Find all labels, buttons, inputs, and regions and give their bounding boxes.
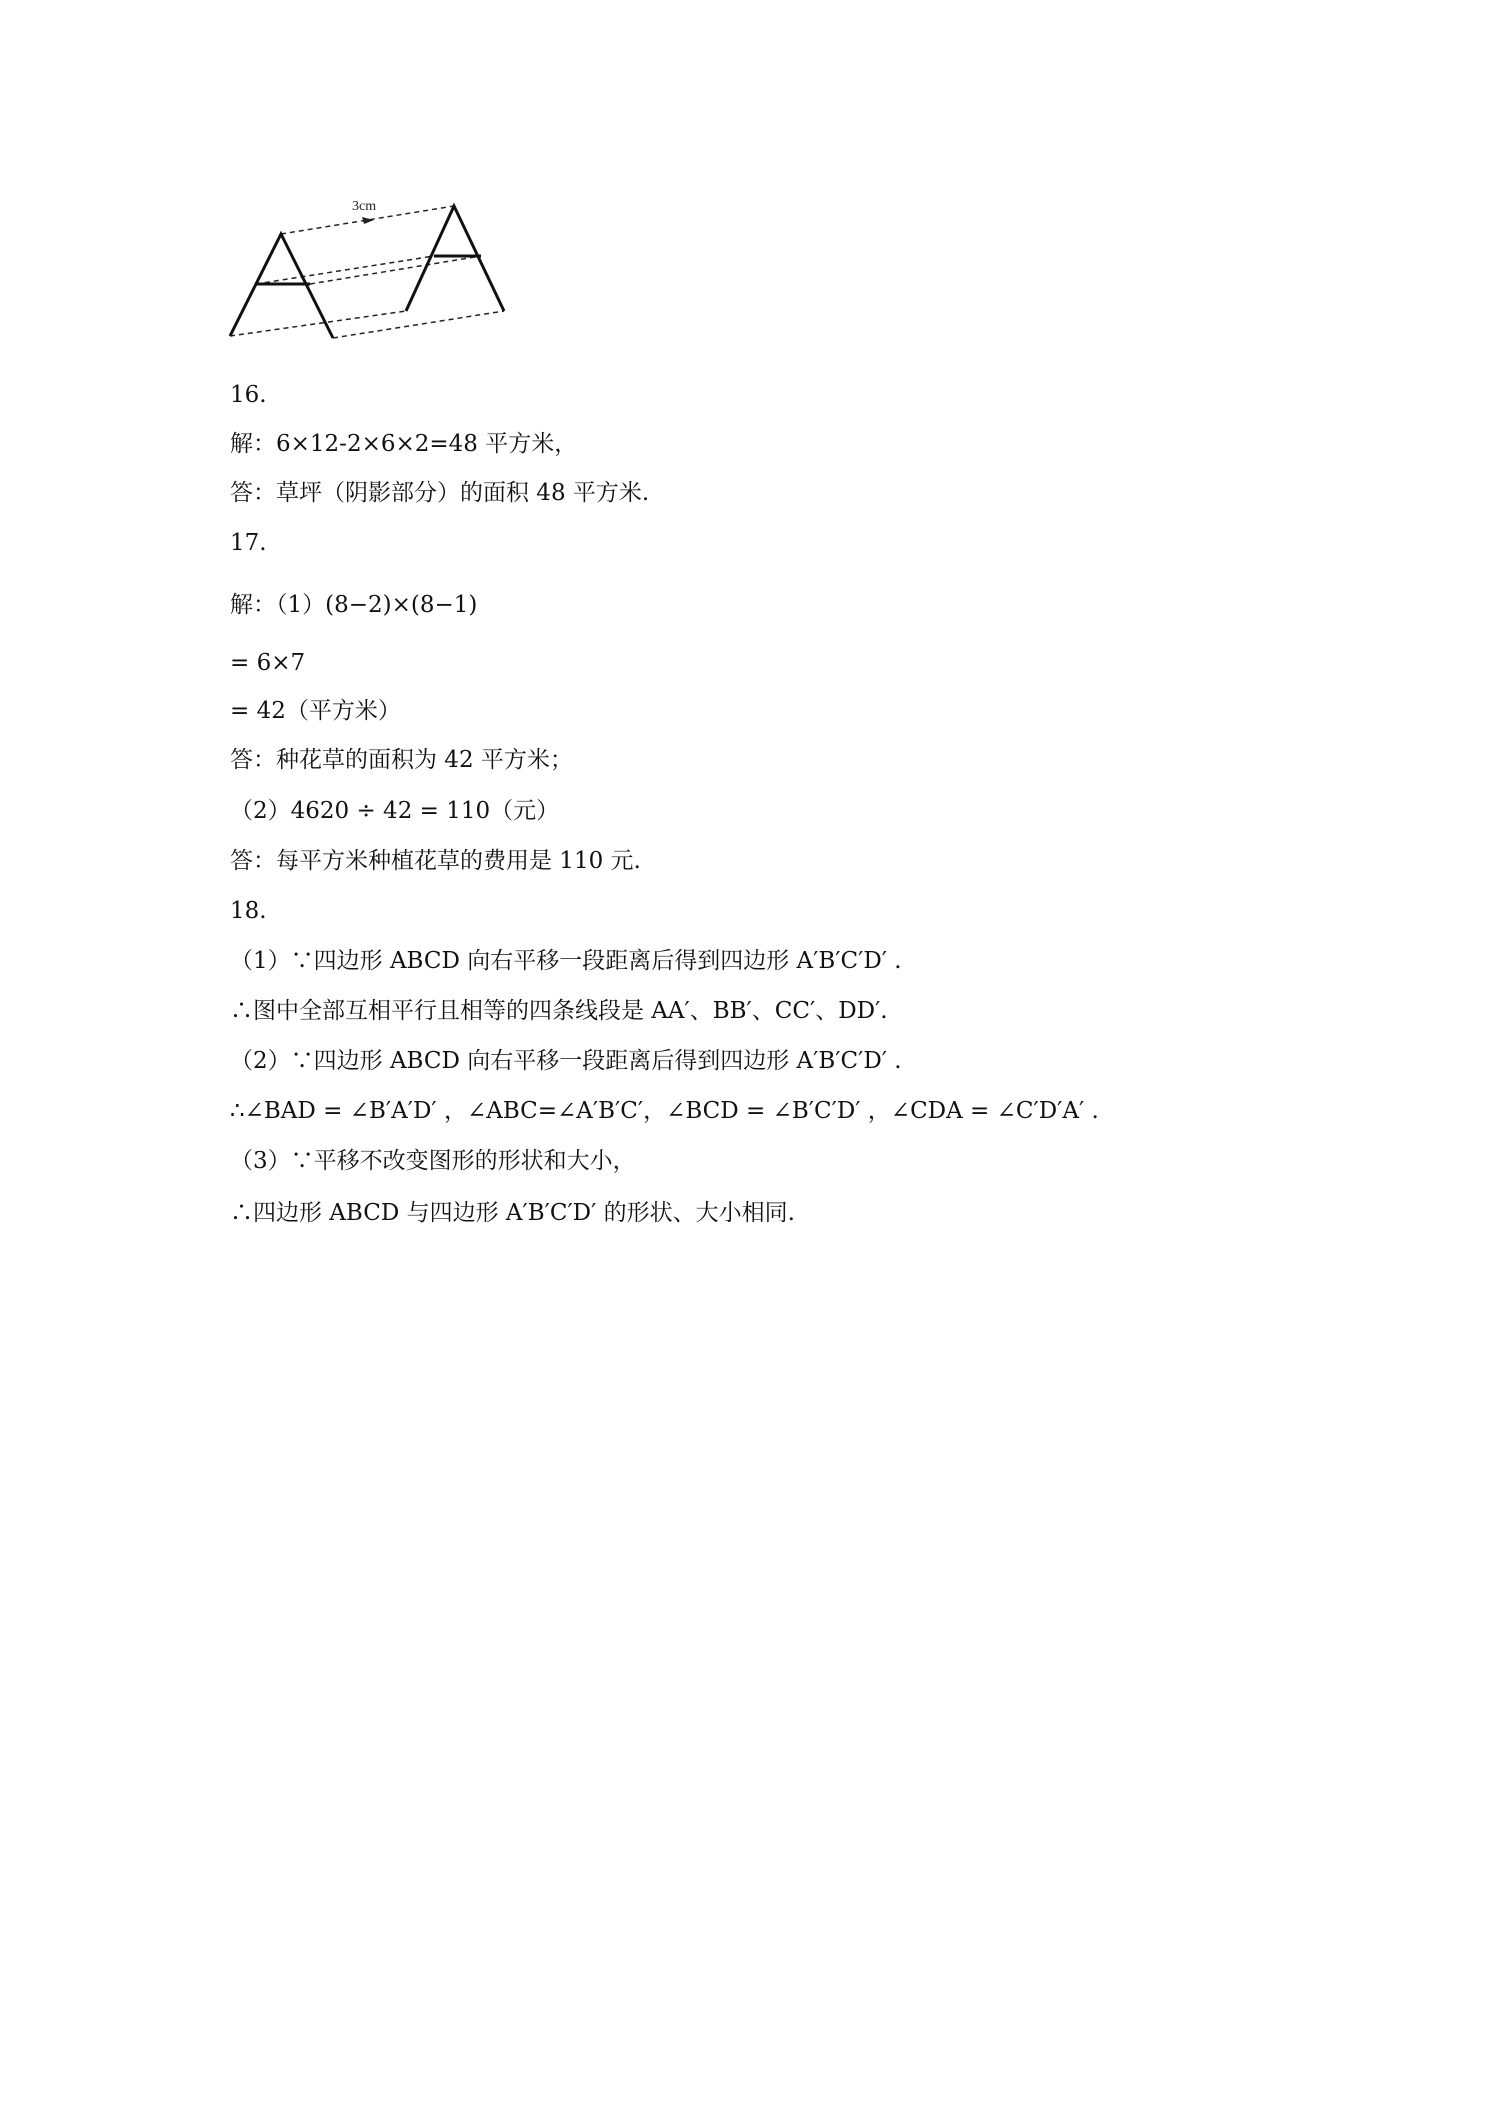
q18-part3-conclusion: ∴四边形 ABCD 与四边形 A′B′C′D′ 的形状、大小相同.	[230, 1200, 795, 1226]
q17-answer1: 答：种花草的面积为 42 平方米；	[230, 747, 573, 773]
distance-label: 3cm	[352, 199, 377, 214]
q17-step1: 解：（1）(8−2)×(8−1)	[230, 592, 478, 618]
q17-step3: = 42（平方米）	[230, 698, 401, 724]
q18-number: 18.	[230, 898, 267, 924]
q17-number: 17.	[230, 530, 267, 556]
q17-answer2: 答：每平方米种植花草的费用是 110 元.	[230, 848, 641, 874]
q16-answer: 答：草坪（阴影部分）的面积 48 平方米.	[230, 480, 650, 506]
q18-part2-conclusion: ∴∠BAD = ∠B′A′D′ ，∠ABC=∠A′B′C′，∠BCD = ∠B′C′D′ ，∠CDA = ∠C′D′A′ .	[230, 1098, 1099, 1124]
q16-solution: 解：6×12-2×6×2=48 平方米，	[230, 431, 578, 457]
q17-part2: （2）4620 ÷ 42 = 110（元）	[230, 798, 560, 824]
translation-figure	[226, 186, 526, 346]
q18-part2: （2）∵四边形 ABCD 向右平移一段距离后得到四边形 A′B′C′D′ .	[230, 1048, 902, 1074]
q18-part1-conclusion: ∴图中全部互相平行且相等的四条线段是 AA′、BB′、CC′、DD′.	[230, 998, 888, 1024]
q18-part1: （1）∵四边形 ABCD 向右平移一段距离后得到四边形 A′B′C′D′ .	[230, 948, 902, 974]
q16-number: 16.	[230, 382, 267, 408]
q18-part3: （3）∵平移不改变图形的形状和大小，	[230, 1148, 636, 1174]
q17-step2: = 6×7	[230, 650, 306, 676]
translation-diagram	[226, 186, 526, 346]
